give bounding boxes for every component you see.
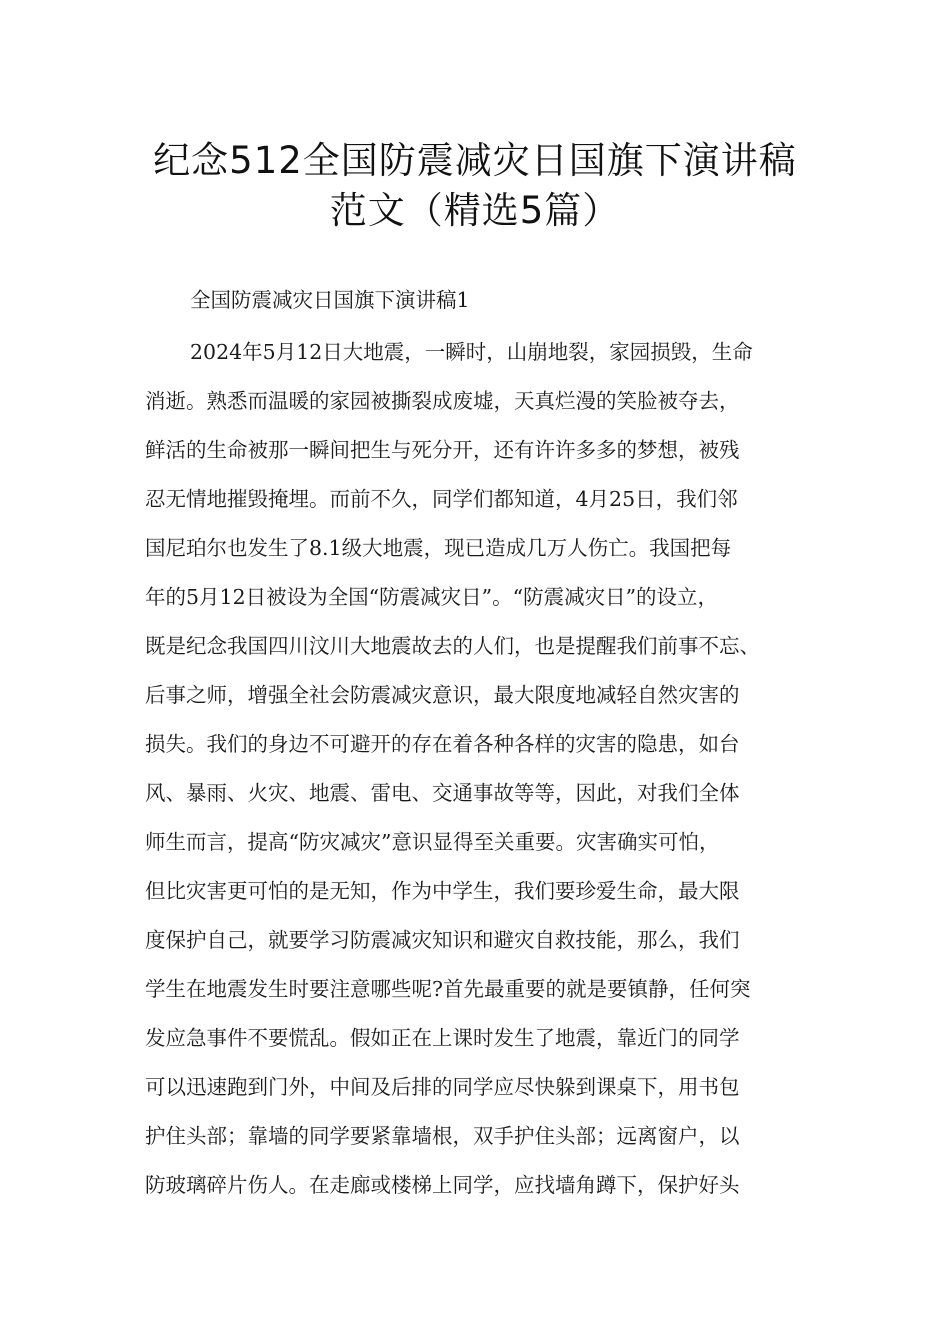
paragraph-line: 但比灾害更可怕的是无知，作为中学生，我们要珍爱生命，最大限	[145, 879, 740, 903]
paragraph-line: 护住头部；靠墙的同学要紧靠墙根，双手护住头部；远离窗户，以	[145, 1124, 740, 1148]
paragraph-line: 损失。我们的身边不可避开的存在着各种各样的灾害的隐患，如台	[145, 732, 740, 756]
document-title-line-2: 范文（精选5篇）	[329, 189, 621, 232]
paragraph-line: 既是纪念我国四川汶川大地震故去的人们，也是提醒我们前事不忘、	[145, 634, 760, 658]
paragraph-line: 国尼珀尔也发生了8.1级大地震，现已造成几万人伤亡。我国把每	[145, 536, 732, 560]
paragraph-line: 学生在地震发生时要注意哪些呢?首先最重要的就是要镇静，任何突	[145, 977, 751, 1001]
paragraph-line: 防玻璃碎片伤人。在走廊或楼梯上同学，应找墙角蹲下，保护好头	[145, 1173, 740, 1197]
paragraph-line: 年的5月12日被设为全国“防震减灾日”。“防震减灾日”的设立，	[145, 585, 719, 609]
section-heading: 全国防震减灾日国旗下演讲稿1	[190, 288, 470, 312]
paragraph-line: 风、暴雨、火灾、地震、雷电、交通事故等等，因此，对我们全体	[145, 781, 740, 805]
paragraph-line: 2024年5月12日大地震，一瞬时，山崩地裂，家园损毁，生命	[190, 340, 753, 364]
paragraph-line: 可以迅速跑到门外，中间及后排的同学应尽快躲到课桌下，用书包	[145, 1075, 740, 1099]
paragraph-line: 师生而言，提高“防灾减灾”意识显得至关重要。灾害确实可怕，	[145, 830, 720, 854]
paragraph-line: 度保护自己，就要学习防震减灾知识和避灾自救技能，那么，我们	[145, 928, 740, 952]
paragraph-line: 鲜活的生命被那一瞬间把生与死分开，还有许许多多的梦想，被残	[145, 438, 740, 462]
paragraph-line: 发应急事件不要慌乱。假如正在上课时发生了地震，靠近门的同学	[145, 1026, 740, 1050]
paragraph-line: 消逝。熟悉而温暖的家园被撕裂成废墟，天真烂漫的笑脸被夺去，	[145, 389, 740, 413]
paragraph-line: 忍无情地摧毁掩埋。而前不久，同学们都知道，4月25日，我们邻	[145, 487, 738, 511]
document-title-line-1: 纪念512全国防震减灾日国旗下演讲稿	[153, 139, 797, 182]
paragraph-line: 后事之师，增强全社会防震减灾意识，最大限度地减轻自然灾害的	[145, 683, 740, 707]
